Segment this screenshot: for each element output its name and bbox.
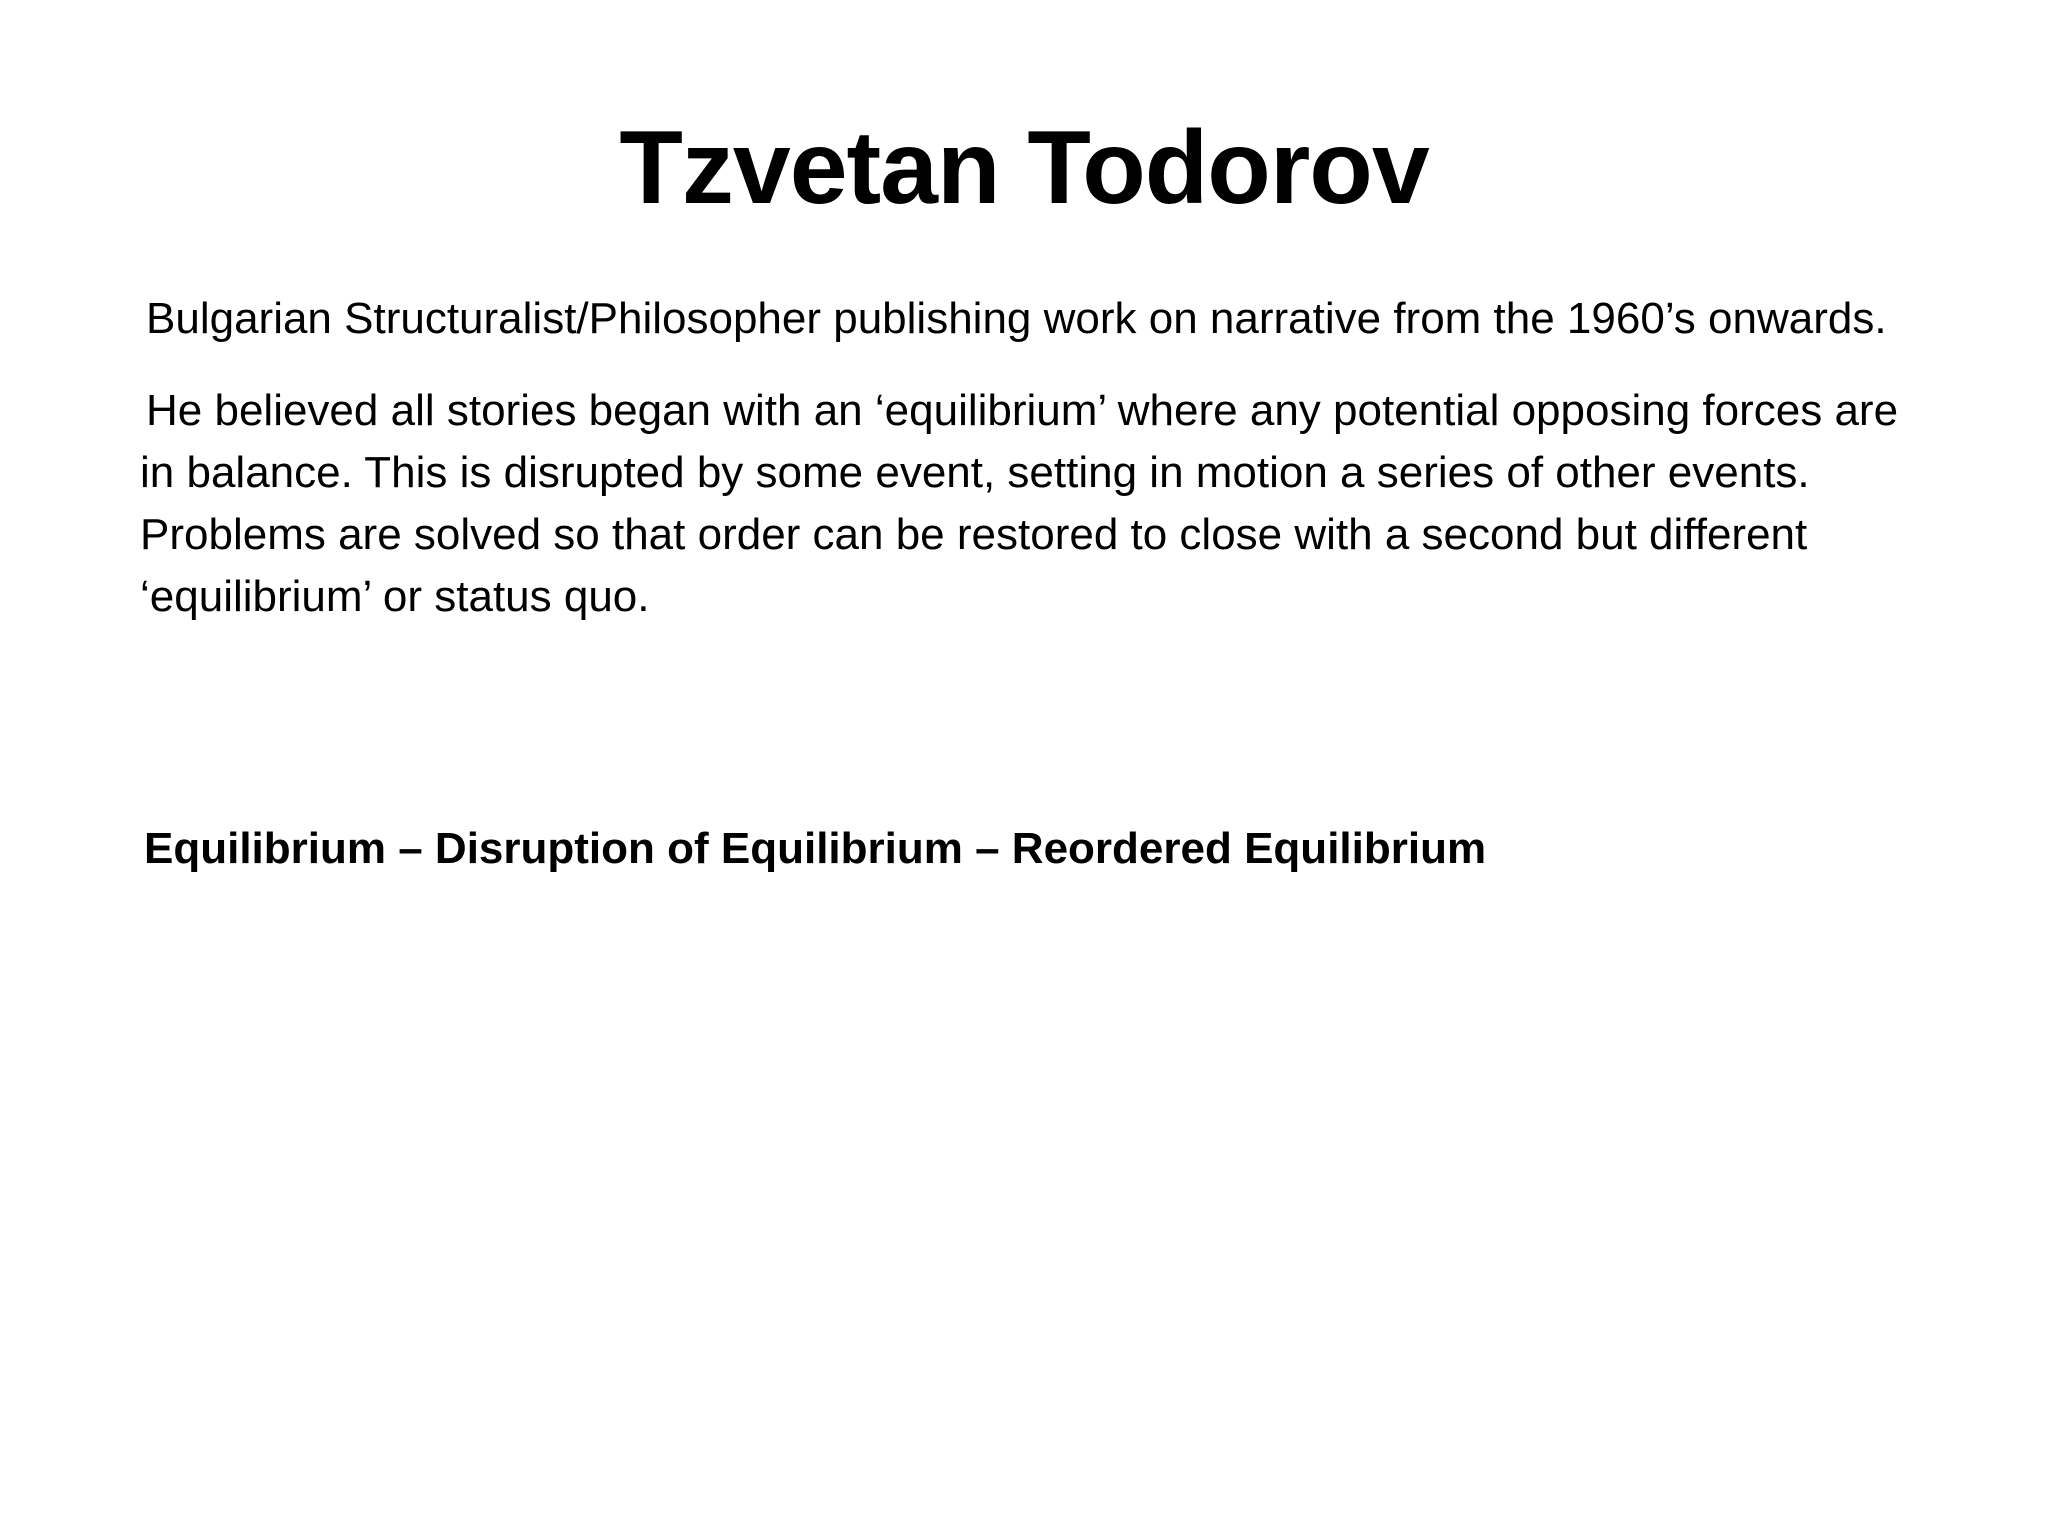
paragraph-equilibrium: He believed all stories began with an ‘equilibrium’ where any potential opposing forces are in balance. This is disrupted by some event, setting in motion a series of other events. Problems are solved so that order can be restored to close with a second but different ‘equilibrium’ or status quo. bbox=[140, 386, 1899, 621]
slide-title: Tzvetan Todorov bbox=[619, 110, 1429, 226]
paragraph-intro: Bulgarian Structuralist/Philosopher publishing work on narrative from the 1960’s onwards. bbox=[146, 294, 1887, 343]
slide-body bbox=[140, 288, 1900, 658]
narrative-structure-formula: Equilibrium – Disruption of Equilibrium – Reordered Equilibrium bbox=[144, 824, 1487, 873]
